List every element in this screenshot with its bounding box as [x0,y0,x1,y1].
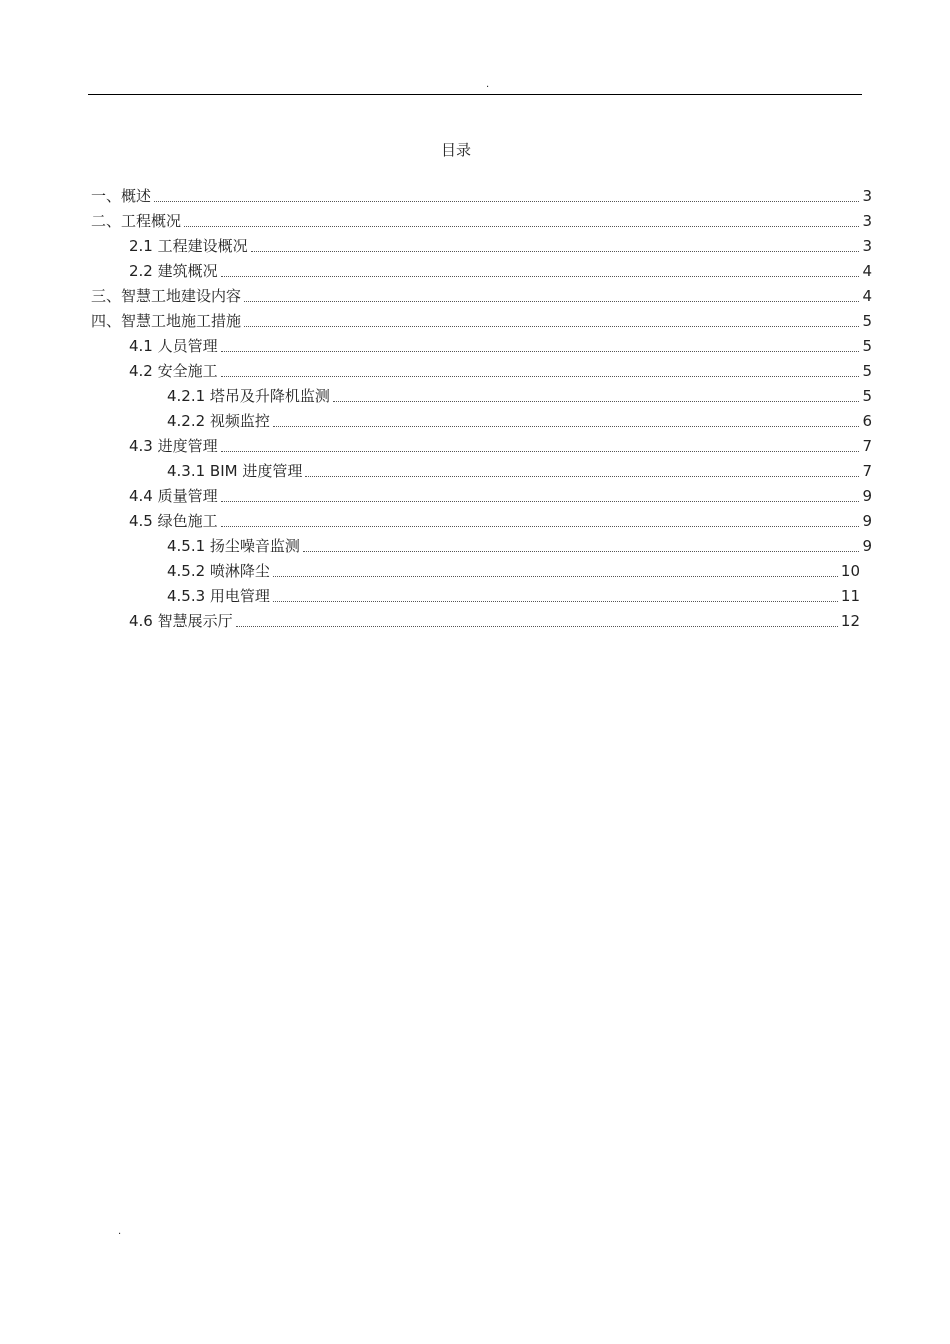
toc-entry-label: 4.5.3 用电管理 [167,587,270,605]
toc-dot-leader [244,326,859,327]
toc-entry[interactable] [129,508,872,533]
toc-entry-page-number: 3 [862,236,872,255]
toc-entry-label: 4.5 绿色施工 [129,512,218,530]
toc-entry[interactable] [129,258,872,283]
toc-entry[interactable] [129,433,872,458]
toc-entry-label: 4.2.1 塔吊及升降机监测 [167,387,330,405]
toc-entry-page-number: 10 [840,561,860,580]
toc-entry-page-number: 4 [862,261,872,280]
toc-dot-leader [273,576,838,577]
toc-entry-label: 2.2 建筑概况 [129,262,218,280]
toc-dot-leader [221,501,860,502]
toc-entry[interactable] [91,208,872,233]
toc-entry-label: 4.1 人员管理 [129,337,218,355]
toc-entry[interactable] [129,483,872,508]
toc-entry[interactable] [129,358,872,383]
toc-entry-page-number: 9 [862,536,872,555]
toc-entry[interactable] [167,458,872,483]
toc-entry-label: 三、智慧工地建设内容 [91,287,242,305]
toc-dot-leader [184,226,859,227]
toc-dot-leader [221,351,860,352]
toc-entry-page-number: 6 [862,411,872,430]
toc-entry-page-number: 9 [862,511,872,530]
toc-entry-label: 4.5.2 喷淋降尘 [167,562,270,580]
toc-entry-label: 4.2 安全施工 [129,362,218,380]
toc-entry[interactable] [167,383,872,408]
toc-entry-label: 4.3.1 BIM 进度管理 [167,462,303,480]
toc-entry-label: 4.6 智慧展示厅 [129,612,233,630]
toc-entry-label: 4.5.1 扬尘噪音监测 [167,537,300,555]
toc-entry-label: 4.2.2 视频监控 [167,412,270,430]
toc-entry-page-number: 5 [862,311,872,330]
toc-entry[interactable] [167,558,860,583]
toc-entry-page-number: 5 [862,386,872,405]
toc-dot-leader [273,601,838,602]
header-mark: . [486,79,490,90]
toc-entry-page-number: 7 [862,461,872,480]
toc-entry-page-number: 5 [862,361,872,380]
toc-dot-leader [333,401,860,402]
toc-entry[interactable] [91,308,872,333]
toc-entry-page-number: 12 [840,611,860,630]
toc-entry-page-number: 3 [862,186,872,205]
toc-dot-leader [236,626,838,627]
toc-entry-label: 2.1 工程建设概况 [129,237,248,255]
toc-entry-label: 二、工程概况 [91,212,182,230]
toc-dot-leader [251,251,860,252]
toc-dot-leader [305,476,859,477]
toc-entry[interactable] [167,533,872,558]
toc-dot-leader [221,526,860,527]
toc-entry[interactable] [91,283,872,308]
toc-dot-leader [221,276,860,277]
toc-entry-page-number: 11 [840,586,860,605]
toc-entry-page-number: 7 [862,436,872,455]
toc-entry-page-number: 5 [862,336,872,355]
toc-entry[interactable] [167,408,872,433]
toc-entry-label: 一、概述 [91,187,152,205]
header-rule [88,94,862,95]
toc-entry-label: 4.4 质量管理 [129,487,218,505]
toc-entry-page-number: 9 [862,486,872,505]
toc-dot-leader [273,426,860,427]
toc-entry-page-number: 4 [862,286,872,305]
toc-entry-label: 4.3 进度管理 [129,437,218,455]
toc-entry[interactable] [129,608,860,633]
toc-entry[interactable] [91,183,872,208]
footer-mark: . [118,1226,122,1237]
toc-entry-label: 四、智慧工地施工措施 [91,312,242,330]
toc-title: 目录 [440,141,471,159]
toc-entry[interactable] [129,333,872,358]
toc-dot-leader [303,551,860,552]
toc-entry-page-number: 3 [862,211,872,230]
toc-dot-leader [244,301,859,302]
toc-dot-leader [221,376,860,377]
toc-dot-leader [221,451,860,452]
toc-dot-leader [154,201,859,202]
toc-entry[interactable] [129,233,872,258]
toc-entry[interactable] [167,583,860,608]
